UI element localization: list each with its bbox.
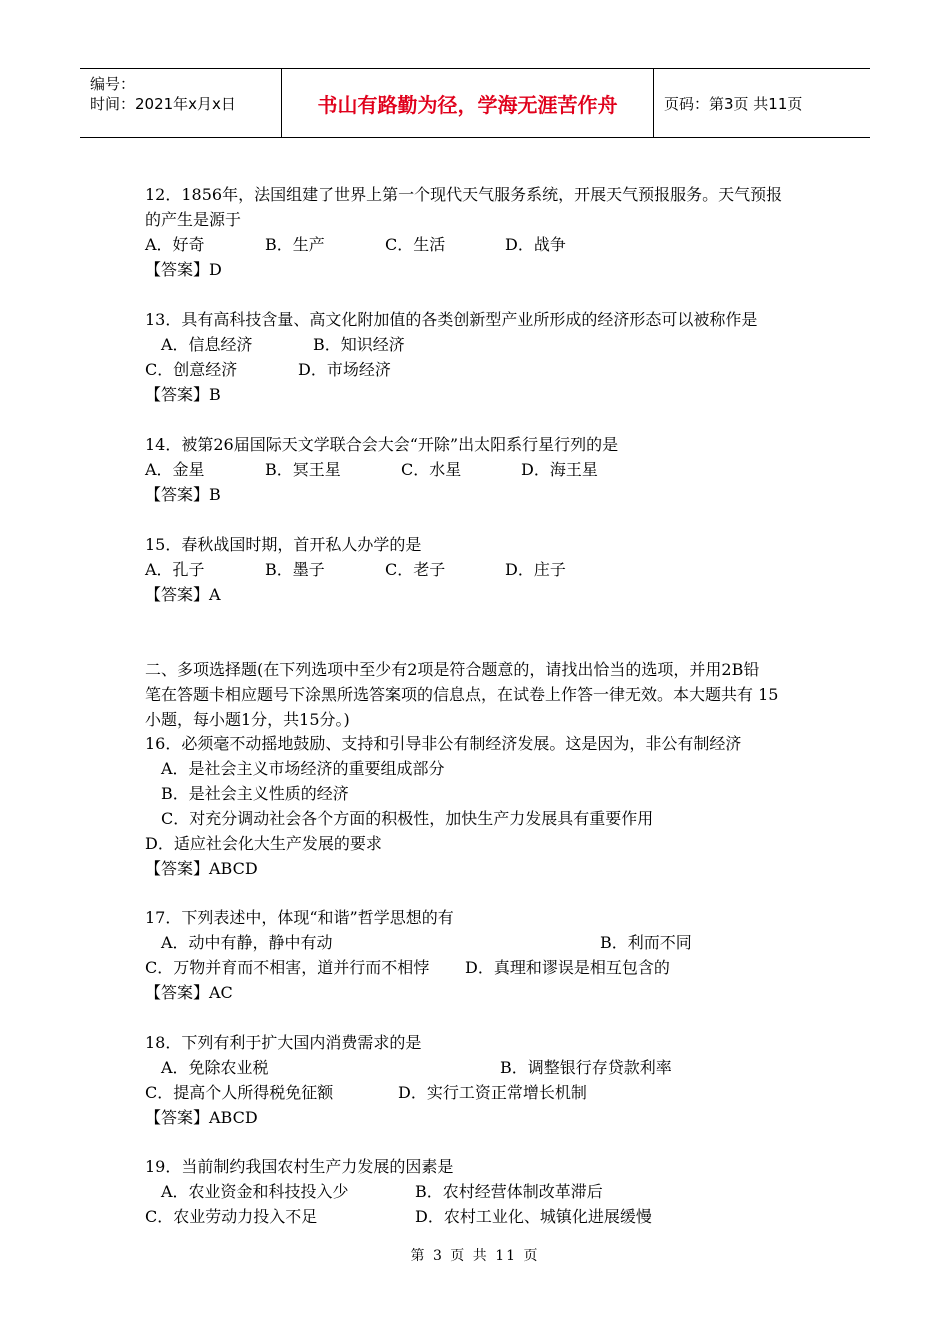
section2-intro-line3: 小题，每小题1分，共15分。) bbox=[145, 710, 350, 729]
section2-intro-line2: 笔在答题卡相应题号下涂黑所选答案项的信息点，在试卷上作答一律无效。本大题共有 15 bbox=[145, 685, 779, 704]
q15-option-d: D．庄子 bbox=[505, 560, 566, 579]
q15-option-a: A．孔子 bbox=[145, 560, 205, 579]
q16-option-c: C．对充分调动社会各个方面的积极性，加快生产力发展具有重要作用 bbox=[161, 809, 654, 828]
page-info: 页码：第3页 共11页 bbox=[664, 94, 803, 113]
q17-answer: 【答案】AC bbox=[145, 983, 233, 1002]
q18-answer: 【答案】ABCD bbox=[145, 1108, 258, 1127]
q12-stem-line1: 12．1856年，法国组建了世界上第一个现代天气服务系统，开展天气预报服务。天气预报 bbox=[145, 185, 783, 204]
q14-option-a: A．金星 bbox=[145, 460, 205, 479]
q19-option-d: D．农村工业化、城镇化进展缓慢 bbox=[415, 1207, 652, 1226]
section2-intro-line1: 二、多项选择题(在下列选项中至少有2项是符合题意的，请找出恰当的选项，并用2B铅 bbox=[145, 660, 760, 679]
q18-stem: 18．下列有利于扩大国内消费需求的是 bbox=[145, 1033, 422, 1052]
q17-option-a: A．动中有静，静中有动 bbox=[161, 933, 333, 952]
q17-option-c: C．万物并育而不相害，道并行而不相悖 bbox=[145, 958, 430, 977]
q17-stem: 17．下列表述中，体现“和谐”哲学思想的有 bbox=[145, 908, 454, 927]
q12-option-b: B．生产 bbox=[265, 235, 325, 254]
q16-stem: 16．必须毫不动摇地鼓励、支持和引导非公有制经济发展。这是因为，非公有制经济 bbox=[145, 734, 742, 753]
q14-answer: 【答案】B bbox=[145, 485, 221, 504]
q15-option-b: B．墨子 bbox=[265, 560, 325, 579]
q18-option-b: B．调整银行存贷款利率 bbox=[500, 1058, 672, 1077]
q13-answer: 【答案】B bbox=[145, 385, 221, 404]
page-header bbox=[80, 68, 870, 138]
q13-stem: 13．具有高科技含量、高文化附加值的各类创新型产业所形成的经济形态可以被称作是 bbox=[145, 310, 758, 329]
q15-answer: 【答案】A bbox=[145, 585, 221, 604]
q12-answer: 【答案】D bbox=[145, 260, 222, 279]
header-motto-cell bbox=[282, 69, 654, 137]
q19-option-c: C．农业劳动力投入不足 bbox=[145, 1207, 318, 1226]
q16-option-d: D．适应社会化大生产发展的要求 bbox=[145, 834, 382, 853]
q16-answer: 【答案】ABCD bbox=[145, 859, 258, 878]
q14-option-d: D．海王星 bbox=[521, 460, 598, 479]
q13-option-a: A．信息经济 bbox=[161, 335, 253, 354]
q19-option-b: B．农村经营体制改革滞后 bbox=[415, 1182, 603, 1201]
q14-option-b: B．冥王星 bbox=[265, 460, 341, 479]
q16-option-b: B．是社会主义性质的经济 bbox=[161, 784, 349, 803]
q13-option-b: B．知识经济 bbox=[313, 335, 405, 354]
number-label: 编号： bbox=[90, 75, 136, 93]
q16-option-a: A．是社会主义市场经济的重要组成部分 bbox=[161, 759, 445, 778]
time-label: 时间：2021年x月x日 bbox=[90, 95, 236, 113]
q12-option-c: C．生活 bbox=[385, 235, 446, 254]
q13-option-c: C．创意经济 bbox=[145, 360, 238, 379]
q12-option-a: A．好奇 bbox=[145, 235, 205, 254]
q13-option-d: D．市场经济 bbox=[298, 360, 391, 379]
page-footer: 第 3 页 共 11 页 bbox=[410, 1248, 540, 1264]
q19-stem: 19．当前制约我国农村生产力发展的因素是 bbox=[145, 1157, 454, 1176]
q19-option-a: A．农业资金和科技投入少 bbox=[161, 1182, 349, 1201]
q18-option-d: D．实行工资正常增长机制 bbox=[398, 1083, 587, 1102]
q14-option-c: C．水星 bbox=[401, 460, 462, 479]
q15-stem: 15．春秋战国时期，首开私人办学的是 bbox=[145, 535, 422, 554]
header-meta bbox=[80, 69, 282, 137]
q15-option-c: C．老子 bbox=[385, 560, 446, 579]
q18-option-c: C．提高个人所得税免征额 bbox=[145, 1083, 334, 1102]
q12-option-d: D．战争 bbox=[505, 235, 566, 254]
q18-option-a: A．免除农业税 bbox=[161, 1058, 269, 1077]
q14-stem: 14．被第26届国际天文学联合会大会“开除”出太阳系行星行列的是 bbox=[145, 435, 619, 454]
q17-option-d: D．真理和谬误是相互包含的 bbox=[465, 958, 670, 977]
q12-stem-line2: 的产生是源于 bbox=[145, 210, 242, 229]
motto: 书山有路勤为径，学海无涯苦作舟 bbox=[317, 92, 618, 117]
q17-option-b: B．利而不同 bbox=[600, 933, 692, 952]
header-page-cell bbox=[654, 69, 870, 137]
